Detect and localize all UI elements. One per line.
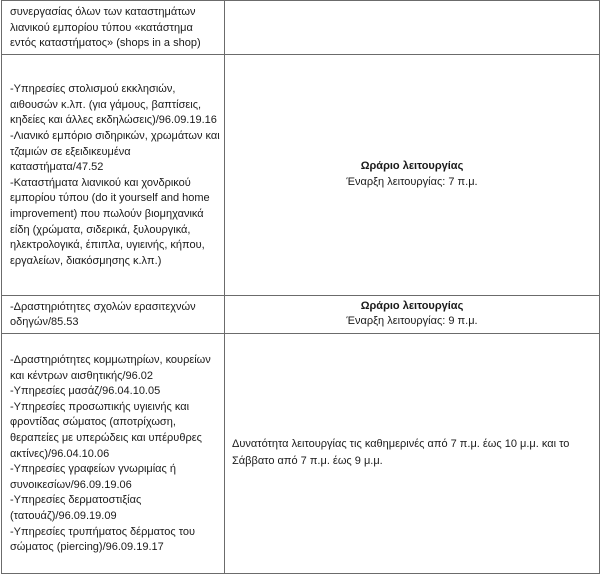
hours-heading: Ωράριο λειτουργίας: [360, 299, 464, 312]
activity-entry: συνεργασίας όλων των καταστημάτων λιανικού εμπορίου τύπου «κατάστημα εντός καταστήματος» (shops in a shop): [10, 6, 201, 50]
activity-entry: -Δραστηριότητες σχολών ερασιτεχνών οδηγών/85.53: [10, 300, 196, 329]
table-row: [2, 295, 600, 333]
hours-cell: [225, 1, 600, 55]
activity-entry: -Υπηρεσίες δερματοστιξίας (τατουάζ)/96.09.19.09: [10, 494, 142, 523]
activity-entry: -Υπηρεσίες προσωπικής υγιεινής και φροντίδας σώματος (αποτρίχωση, θεραπείες με υπερώδεις και υπέρυθρες ακτίνες)/96.04.10.06: [10, 400, 202, 460]
activity-entry: -Υπηρεσίες τρυπήματος δέρματος του σώματος (piercing)/96.09.19.17: [10, 525, 196, 554]
activity-entry: -Υπηρεσίες στολισμού εκκλησιών, αιθουσών κ.λπ. (για γάμους, βαπτίσεις, κηδείες και άλλες εκδηλώσεις)/96.09.19.16: [10, 83, 217, 127]
hours-availability-text: Δυνατότητα λειτουργίας τις καθημερινές από 7 π.μ. έως 10 μ.μ. και το Σάββατο από 7 π.μ. έως 9 μ.μ.: [232, 438, 570, 468]
hours-start-text: Έναρξη λειτουργίας: 7 π.μ.: [346, 175, 478, 188]
hours-cell: [225, 295, 600, 333]
activity-entry: -Λιανικό εμπόριο σιδηρικών, χρωμάτων και τζαμιών σε εξειδικευμένα καταστήματα/47.52: [10, 130, 220, 174]
activity-cell: [2, 1, 225, 55]
activity-cell: [2, 333, 225, 573]
activity-cell: [2, 54, 225, 295]
activity-entry: -Υπηρεσίες γραφείων γνωριμίας ή συνοικεσίων/96.09.19.06: [10, 463, 177, 491]
table-row: [2, 54, 600, 295]
hours-heading: Ωράριο λειτουργίας: [360, 160, 464, 173]
table-row: [2, 333, 600, 573]
operating-hours-table: [1, 0, 600, 574]
hours-start-text: Έναρξη λειτουργίας: 9 π.μ.: [346, 315, 478, 328]
activity-cell: [2, 295, 225, 333]
hours-cell: [225, 333, 600, 573]
table-row: [2, 1, 600, 55]
hours-cell: [225, 54, 600, 295]
activity-entry: -Δραστηριότητες κομμωτηρίων, κουρείων και κέντρων αισθητικής/96.02: [10, 354, 211, 382]
activity-entry: -Καταστήματα λιανικού και χονδρικού εμπορίου τύπου (do it yourself and home improvement) που πωλούν βιομηχανικά είδη (χρώματα, σιδερικά, ξυλουργικά, ηλεκτρολογικά, έπιπλα, υγιεινής, κήπου, εργαλείων, διακόσμησης κ.λπ.): [10, 176, 210, 267]
activity-entry: -Υπηρεσίες μασάζ/96.04.10.05: [10, 385, 161, 398]
